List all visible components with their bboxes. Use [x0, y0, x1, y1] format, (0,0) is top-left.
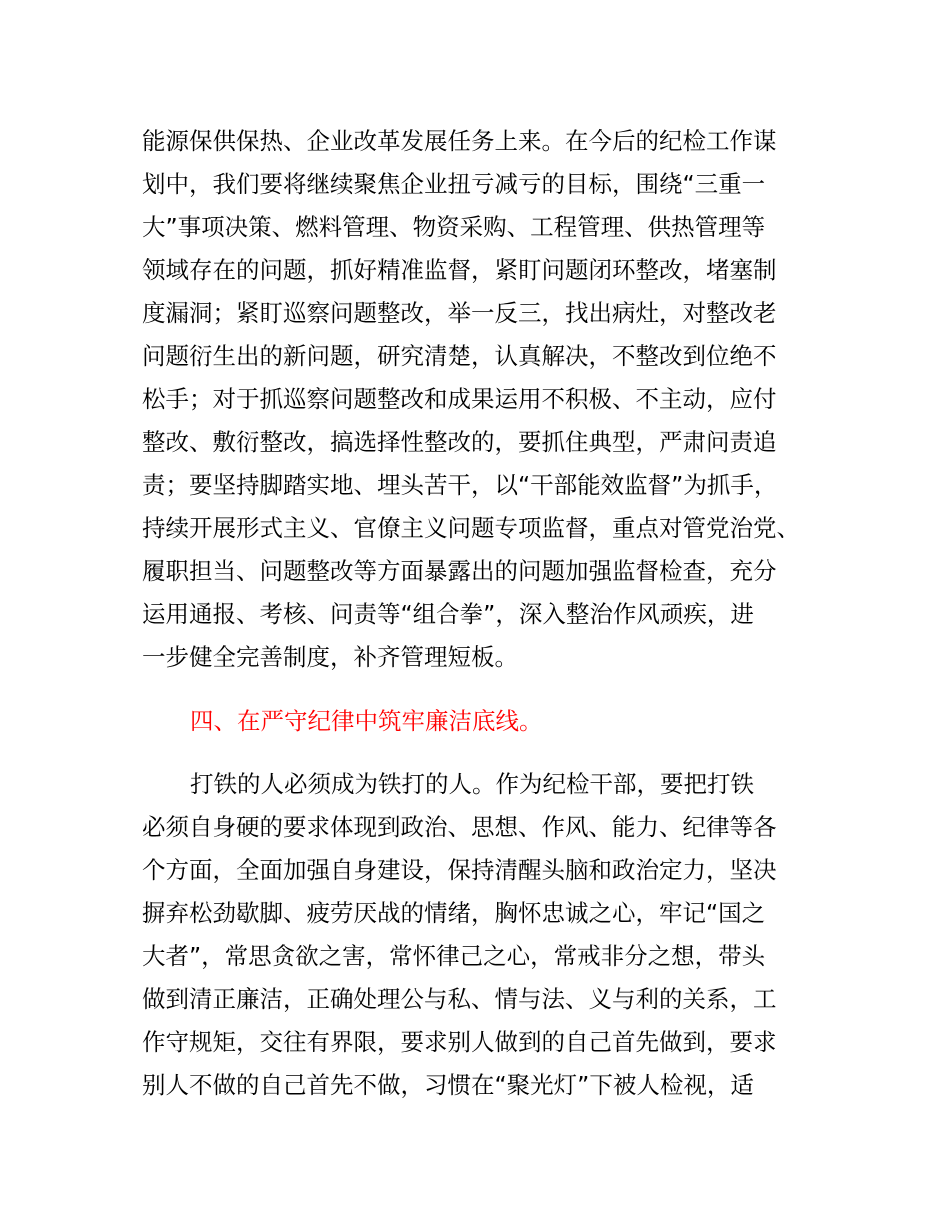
paragraph-line: 整改、敷衍整改，搞选择性整改的，要抓住典型，严肃问责追 — [142, 428, 777, 456]
paragraph-line: 持续开展形式主义、官僚主义问题专项监督，重点对管党治党、 — [142, 514, 800, 542]
paragraph-line: 摒弃松劲歇脚、疲劳厌战的情绪，胸怀忠诚之心，牢记“国之 — [142, 899, 766, 927]
paragraph-line: 问题衍生出的新问题，研究清楚，认真解决，不整改到位绝不 — [142, 342, 777, 370]
paragraph-line: 大者”，常思贪欲之害，常怀律己之心，常戒非分之想，带头 — [142, 942, 766, 970]
paragraph-line: 责；要坚持脚踏实地、埋头苦干，以“干部能效监督”为抓手， — [142, 471, 778, 499]
paragraph-line: 做到清正廉洁，正确处理公与私、情与法、义与利的关系，工 — [142, 985, 777, 1013]
paragraph-line: 领域存在的问题，抓好精准监督，紧盯问题闭环整改，堵塞制 — [142, 256, 777, 284]
paragraph-line: 划中，我们要将继续聚焦企业扭亏减亏的目标，围绕“三重一 — [142, 170, 766, 198]
paragraph-line: 履职担当、问题整改等方面暴露出的问题加强监督检查，充分 — [142, 557, 777, 585]
paragraph-line: 大”事项决策、燃料管理、物资采购、工程管理、供热管理等 — [142, 213, 766, 241]
paragraph-line: 运用通报、考核、问责等“组合拳”，深入整治作风顽疾，进 — [142, 600, 754, 628]
paragraph-line: 别人不做的自己首先不做，习惯在“聚光灯”下被人检视，适 — [142, 1071, 754, 1099]
paragraph-line: 作守规矩，交往有界限，要求别人做到的自己首先做到，要求 — [142, 1028, 777, 1056]
paragraph-line: 松手；对于抓巡察问题整改和成果运用不积极、不主动，应付 — [142, 385, 777, 413]
paragraph-line: 个方面，全面加强自身建设，保持清醒头脑和政治定力，坚决 — [142, 856, 777, 884]
paragraph-line: 能源保供保热、企业改革发展任务上来。在今后的纪检工作谋 — [142, 127, 777, 155]
paragraph-line: 度漏洞；紧盯巡察问题整改，举一反三，找出病灶，对整改老 — [142, 299, 777, 327]
section-heading: 四、在严守纪律中筑牢廉洁底线。 — [190, 707, 543, 735]
paragraph-line: 打铁的人必须成为铁打的人。作为纪检干部，要把打铁 — [190, 770, 754, 798]
paragraph-line: 必须自身硬的要求体现到政治、思想、作风、能力、纪律等各 — [142, 813, 777, 841]
paragraph-line: 一步健全完善制度，补齐管理短板。 — [142, 643, 518, 671]
